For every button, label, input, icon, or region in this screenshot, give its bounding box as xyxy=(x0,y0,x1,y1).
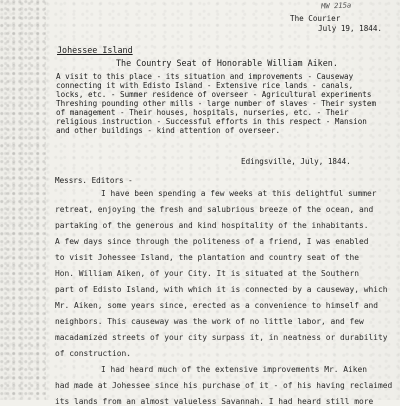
body-line: Hon. William Aiken, of your City. It is situated at the Southern xyxy=(55,269,360,278)
newspaper-date: July 19, 1844. xyxy=(318,24,383,33)
summary-line: A visit to this place - its situation and improvements - Causeway xyxy=(56,72,354,81)
body-line: of construction. xyxy=(55,349,132,358)
summary-line: connecting it with Edisto Island - Extensive rice lands - canals, xyxy=(56,81,354,90)
body-line: neighbors. This causeway was the work of no little labor, and few xyxy=(55,317,364,326)
summary-line: Threshing pounding other mills - large number of slaves - Their system xyxy=(56,99,377,108)
section-heading: Johessee Island xyxy=(57,45,133,55)
left-margin-speckle xyxy=(0,0,46,400)
body-line: part of Edisto Island, with which it is connected by a causeway, which xyxy=(55,285,388,294)
body-line: macadamized streets of your city surpass it, in neatness or durability xyxy=(55,333,388,342)
salutation: Messrs. Editors - xyxy=(55,176,133,185)
body-line: partaking of the generous and kind hospitality of the inhabitants. xyxy=(55,221,369,230)
body-line: Mr. Aiken, some years since, erected as a convenience to himself and xyxy=(55,301,379,310)
archival-note: MW 215a xyxy=(320,0,352,11)
dateline: Edingsville, July, 1844. xyxy=(241,157,351,166)
body-line: A few days since through the politeness of a friend, I was enabled xyxy=(55,237,369,246)
summary-line: of management - Their houses, hospitals, nurseries, etc. - Their xyxy=(56,108,349,117)
summary-line: and other buildings - kind attention of overseer. xyxy=(56,126,281,135)
summary-line: locks, etc. - Summer residence of overseer - Agricultural experiments xyxy=(56,90,372,99)
body-line: I have been spending a few weeks at this delightful summer xyxy=(101,189,377,198)
body-line: to visit Johessee Island, the plantation and country seat of the xyxy=(55,253,360,262)
body-line: I had heard much of the extensive improvements Mr. Aiken xyxy=(101,365,368,374)
article-title: The Country Seat of Honorable William Aiken. xyxy=(116,58,338,68)
newspaper-source: The Courier xyxy=(290,14,341,23)
summary-line: religious instruction - Successful efforts in this respect - Mansion xyxy=(56,117,367,126)
body-line: had made at Johessee since his purchase of it - of his having reclaimed xyxy=(55,381,393,390)
body-line: retreat, enjoying the fresh and salubrious breeze of the ocean, and xyxy=(55,205,374,214)
body-line: its lands from an almost valueless Savannah. I had heard still more xyxy=(55,397,374,406)
